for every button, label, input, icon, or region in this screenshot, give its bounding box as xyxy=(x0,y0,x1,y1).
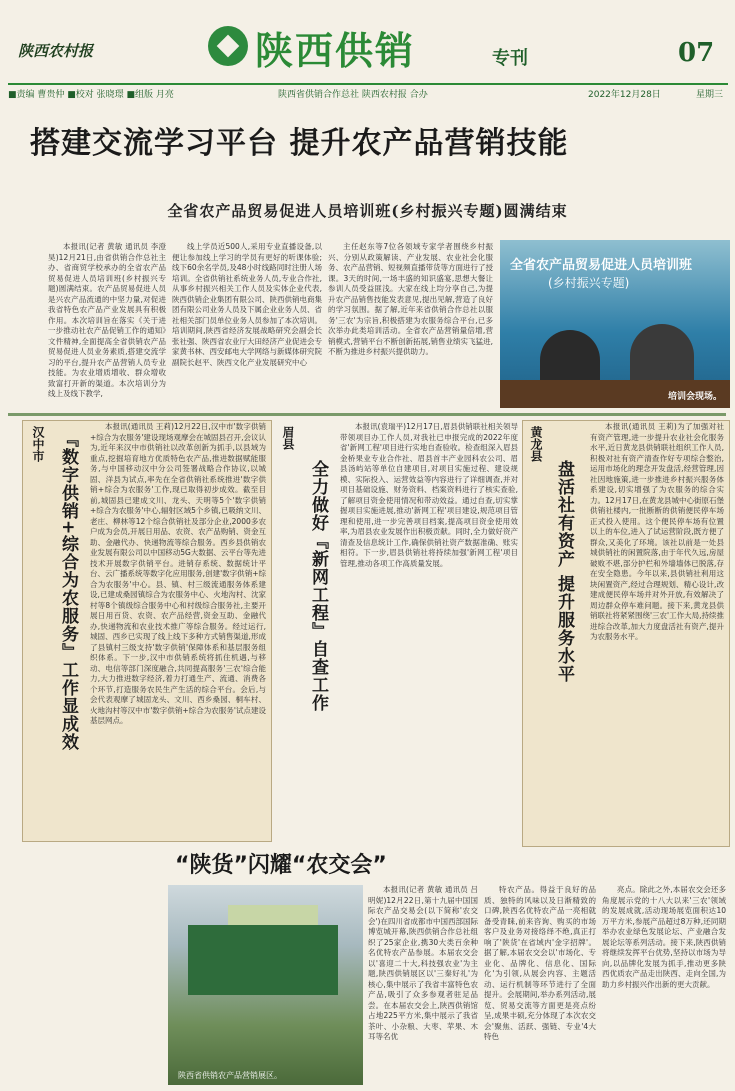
info-bar xyxy=(8,83,728,101)
bottom-story-column-3: 亮点。除此之外,本届农交会还多角度展示党的十八大以来'三农'领域的发展成就,活动现场展览面积达10万平方米,参展产品超过8万种,还同期举办农业绿色发展论坛、产业融合发展论坛等系列活动。接下来,陕西供销将继续发挥平台优势,坚持以市场为导向,以品牌化发展为抓手,推动更多陕西优质农产品走出陕西、走向全国,为助力乡村振兴作出新的更大贡献。 xyxy=(602,885,726,989)
issue-weekday: 星期三 xyxy=(696,90,724,100)
masthead xyxy=(0,0,735,82)
meixian-headline: 全力做好『新网工程』自查工作 xyxy=(308,460,328,712)
training-photo-title: 全省农产品贸易促进人员培训班 xyxy=(510,258,693,273)
huanglong-headline: 盘活社有资产 提升服务水平 xyxy=(554,460,574,683)
hanzhong-body: 本报讯(通讯员 王莉)12月22日,汉中市'数字供销+综合为农服务'建设现场观摩会在城固县召开,会议认为,近年来汉中市供销社以改革创新为抓手,以县域为重点,挖掘培育地方优质特色农产品,推进数据赋能服务,与中国移动汉中分公司签署战略合作协议,以城固、洋县为试点,率先在全省供销社系统推进'数字供销+综合为农服务'工作,现已取得初步成效。截至目前,城固县已建成文川、龙头、天明等5个'数字供销+综合为农服务'中心,辐射区域5个乡镇,已吸纳文川、老庄、柳林等12个综合供销社及部分企业,2000多农户成为会员,开展日用品、农资、农产品购销、资金互助、金融代办、快递物流等综合服务。西乡县供销农业发展有限公司以中国移动5G大数据、云平台等先进技术开展数字供销平台。进销存系统、数据统计平台、云广播系统等数字化应用服务,创建'数字供销+综合为农服务'中心。县、镇、村三级流通服务体系建设,已建成桑园镇综合为农服务中心、火地沟村、沈家村等8个镇级综合服务中心和村级综合服务社,主要开展日用百货、农资、农产品经营,资金互助、金融代办,快递物流和农业技术推广等综合服务。经过运行,城固、西乡已实现了线上线下多种方式销售渠道,形成了县镇村三级支持'数字供销'保障体系和基层服务组织体系。下一步,汉中市供销系统将抓住机遇,与移动、电信等部门深度融合,共同提高服务'三农'综合能力,大力推进数字经济,着力打通生产、流通、消费各个环节,打造服务农民生产生活的综合平台。会后,与会代表观摩了城固龙头、文川、西乡桑园、桐车村、火地沟村等汉中市'数字供销+综合为农服务'试点建设基层网点。 xyxy=(90,422,266,725)
bottom-story-column-1: 本报讯(记者 黄敏 通讯员 吕明妮)12月22日,第十九届中国国际农产品交易会(以下简称'农交会')在四川省成都市中国西部国际博览城开幕,陕西供销合作总社组织了25家企业,携30大类百余种名优特农产品参展。本届农交会以'喜迎二十大,科技强农业'为主题,陕西供销展区以'三秦好礼'为核心,集中展示了我省丰富特色农产品,吸引了众多参观者驻足品尝。在本届农交会上,陕西供销馆占地225平方米,集中展示了我省茶叶、小杂粮、大枣、苹果、木耳等名优 xyxy=(368,885,478,1041)
top-story-column-3: 主任赵东等7位各领域专家学者围绕乡村振兴、分别从政策解读、产业发展、农业社会化服务、农产品营销、短视频直播带货等方面进行了授课。3天的时间,一场丰盛的知识盛宴,思想大餐让参训人员受益匪浅。大家在线上均分享自己,为提升农产品销售技能发表意见,提出见解,营造了良好的学习氛围。据了解,近年来省供销合作总社以服务'三农'为宗旨,积极搭建为农服务综合平台,已多次举办此类培训活动。全省农产品营销量倍增,营销模式,营销平台不断创新拓展,销售业绩实飞猛进,不断为推进乡村振兴提供助力。 xyxy=(328,242,493,356)
expo-photo-caption: 陕西省供销农产品营销展区。 xyxy=(178,1071,282,1080)
hanzhong-headline: 『数字供销+综合为农服务』工作显成效 xyxy=(58,430,78,752)
top-subhead: 全省农产品贸易促进人员培训班(乡村振兴专题)圆满结束 xyxy=(167,202,568,220)
page-number: 07 xyxy=(678,38,715,68)
special-edition-label: 专刊 xyxy=(492,48,528,69)
training-photo-caption: 培训会现场。 xyxy=(667,392,722,402)
expo-photo xyxy=(168,885,363,1085)
cooperative-emblem-icon xyxy=(208,26,248,66)
training-photo-subtitle: (乡村振兴专题) xyxy=(548,276,630,290)
newspaper-logo: 陕西农村报 xyxy=(18,42,94,60)
top-story-column-1: 本报讯(记者 黄敏 通讯员 李澄昊)12月21日,由省供销合作总社主办、省商贸学校承办的全省农产品贸易促进人员培训班(乡村振兴专题)圆满结束。农产品贸易促进人员是兴农产品流通的中坚力量,对促进我省特色农产品产业发展具有积极作用。本次培训旨在落实《关于进一步推动社农产品促销工作的通知》文件精神,全面提高全省供销农产品贸易促进人员业务素质,搭建交流学习的平台,提升农产品营销人员专业技能。为农业增质增收、群众增收致富打开新的渠道。本次培训分为线上及线下教学, xyxy=(48,242,166,398)
huanglong-county-label: 黄龙县 xyxy=(529,426,543,462)
bottom-story-column-2: 特农产品。得益于良好的品质、独特的风味以及日渐精致的口碑,陕西名优特农产品一亮相就备受青睐,前来咨询、购买的市场客户及业务对接络绎不绝,真正打响了'陕货'在省域内'金字招牌'。据了解,本届农交会以'市场化、专业化、品牌化、信息化、国际化'为引领,从展会内容、主题活动、运行机制等环节进行了全面提升。会展期间,举办系列活动,展览、贸易交流等方面更是亮点纷呈,成果丰硕,充分体现了本次农交会'聚焦、活跃、强链、专业'4大特色 xyxy=(484,885,596,1041)
hanzhong-city-label: 汉中市 xyxy=(31,426,45,462)
cohost-line: 陕西省供销合作总社 陕西农村报 合办 xyxy=(278,90,428,100)
editor-credits: ■责编 曹贵仲 ■校对 张晓璟 ■组版 月亮 xyxy=(8,90,174,100)
huanglong-body: 本报讯(通讯员 王莉)为了加强对社有资产管理,进一步提升农业社会化服务水平,近日黄龙县供销联社组织工作人员,积极对社有资产清查作好专项综合整治,运用市场化的理念开发盘活,经营管理,因社因地施策,进一步推进乡村振兴服务体系建设,切实增强了为农服务的综合实力。12月17日,在黄龙县城中心街原石堡供销社楼内,一批断断的供销便民停车场正式投入使用。这个便民停车场有位置以上的车位,进入了试运营阶段,既方便了群众,又美化了环境。该社以前是一处县城供销社的闲置院落,由于年代久远,房屋破败不堪,部分护栏和外墙墙体已脱落,存在安全隐患。今年以来,县供销社利用这块闲置资产,经过合理规划、精心设计,改建成便民停车场并对外开放,有效解决了周边群众停车难问题。接下来,黄龙县供销联社将紧紧围绕'三农'工作大局,持续推进综合改革,加大力度盘活社有资产,提升为农服务水平。 xyxy=(590,422,724,641)
meixian-county-label: 眉县 xyxy=(281,426,295,450)
top-headline: 搭建交流学习平台 提升农产品营销技能 xyxy=(30,126,569,161)
bottom-headline: “陕货”闪耀“农交会” xyxy=(175,853,387,878)
exhibition-booth xyxy=(188,925,338,995)
training-photo xyxy=(500,240,730,408)
section-divider xyxy=(8,413,726,416)
issue-date: 2022年12月28日 xyxy=(588,90,661,100)
top-story-column-2: 线上学员近500人,采用专业直播设备,以便让参加线上学习的学员有更好的听课体验;线下60余名学员,及48小时线路同时注册人场培训。全省供销社系统业务人员,专业合作社,从事乡村振兴相关工作人员及实体企业代表,陕西供销企业集团有限公司、陕西供销电商集团有限公司业务人员及下属企业业务人员、省社相关部门员单位业务人员参加了本次培训。培训期间,陕西省经济发展战略研究会副会长张社强、陕西省农业厅大田经济产业促进会专家黄书林、西安邮电大学网络与新媒体研究院副院长赵平、陕西文化产业发展研究中心 xyxy=(172,242,322,367)
brand-title: 陕西供销 xyxy=(255,28,416,73)
meixian-body: 本报讯(袁瑞平)12月17日,眉县供销联社相关领导带领项目办工作人员,对我社已申报完成的2022年度省'新网工程'项目进行实地自查验收。检查组深入眉县金桥果业专业合作社、眉县首丰产业园科农公司、眉县汤屿站等单位自建项目,对项目实施过程、建设规模、实际投入、运营效益等内容进行了详细调查,并对项目基础设施、财务资料、档案资料进行了核实查验,了解项目资金使用情况和带动效益。通过自查,切实掌握项目实施进展,推动'新网工程'项目建设,规范项目管理和使用,进一步完善项目档案,提高项目资金使用效率,为眉县农业发展作出积极贡献。同时,全力做好资产清查及信息统计工作,确保供销社资产数据准确、账实相符。下一步,眉县供销社将持续加强'新网工程'项目管理,推动各项工作高质量发展。 xyxy=(340,422,518,568)
